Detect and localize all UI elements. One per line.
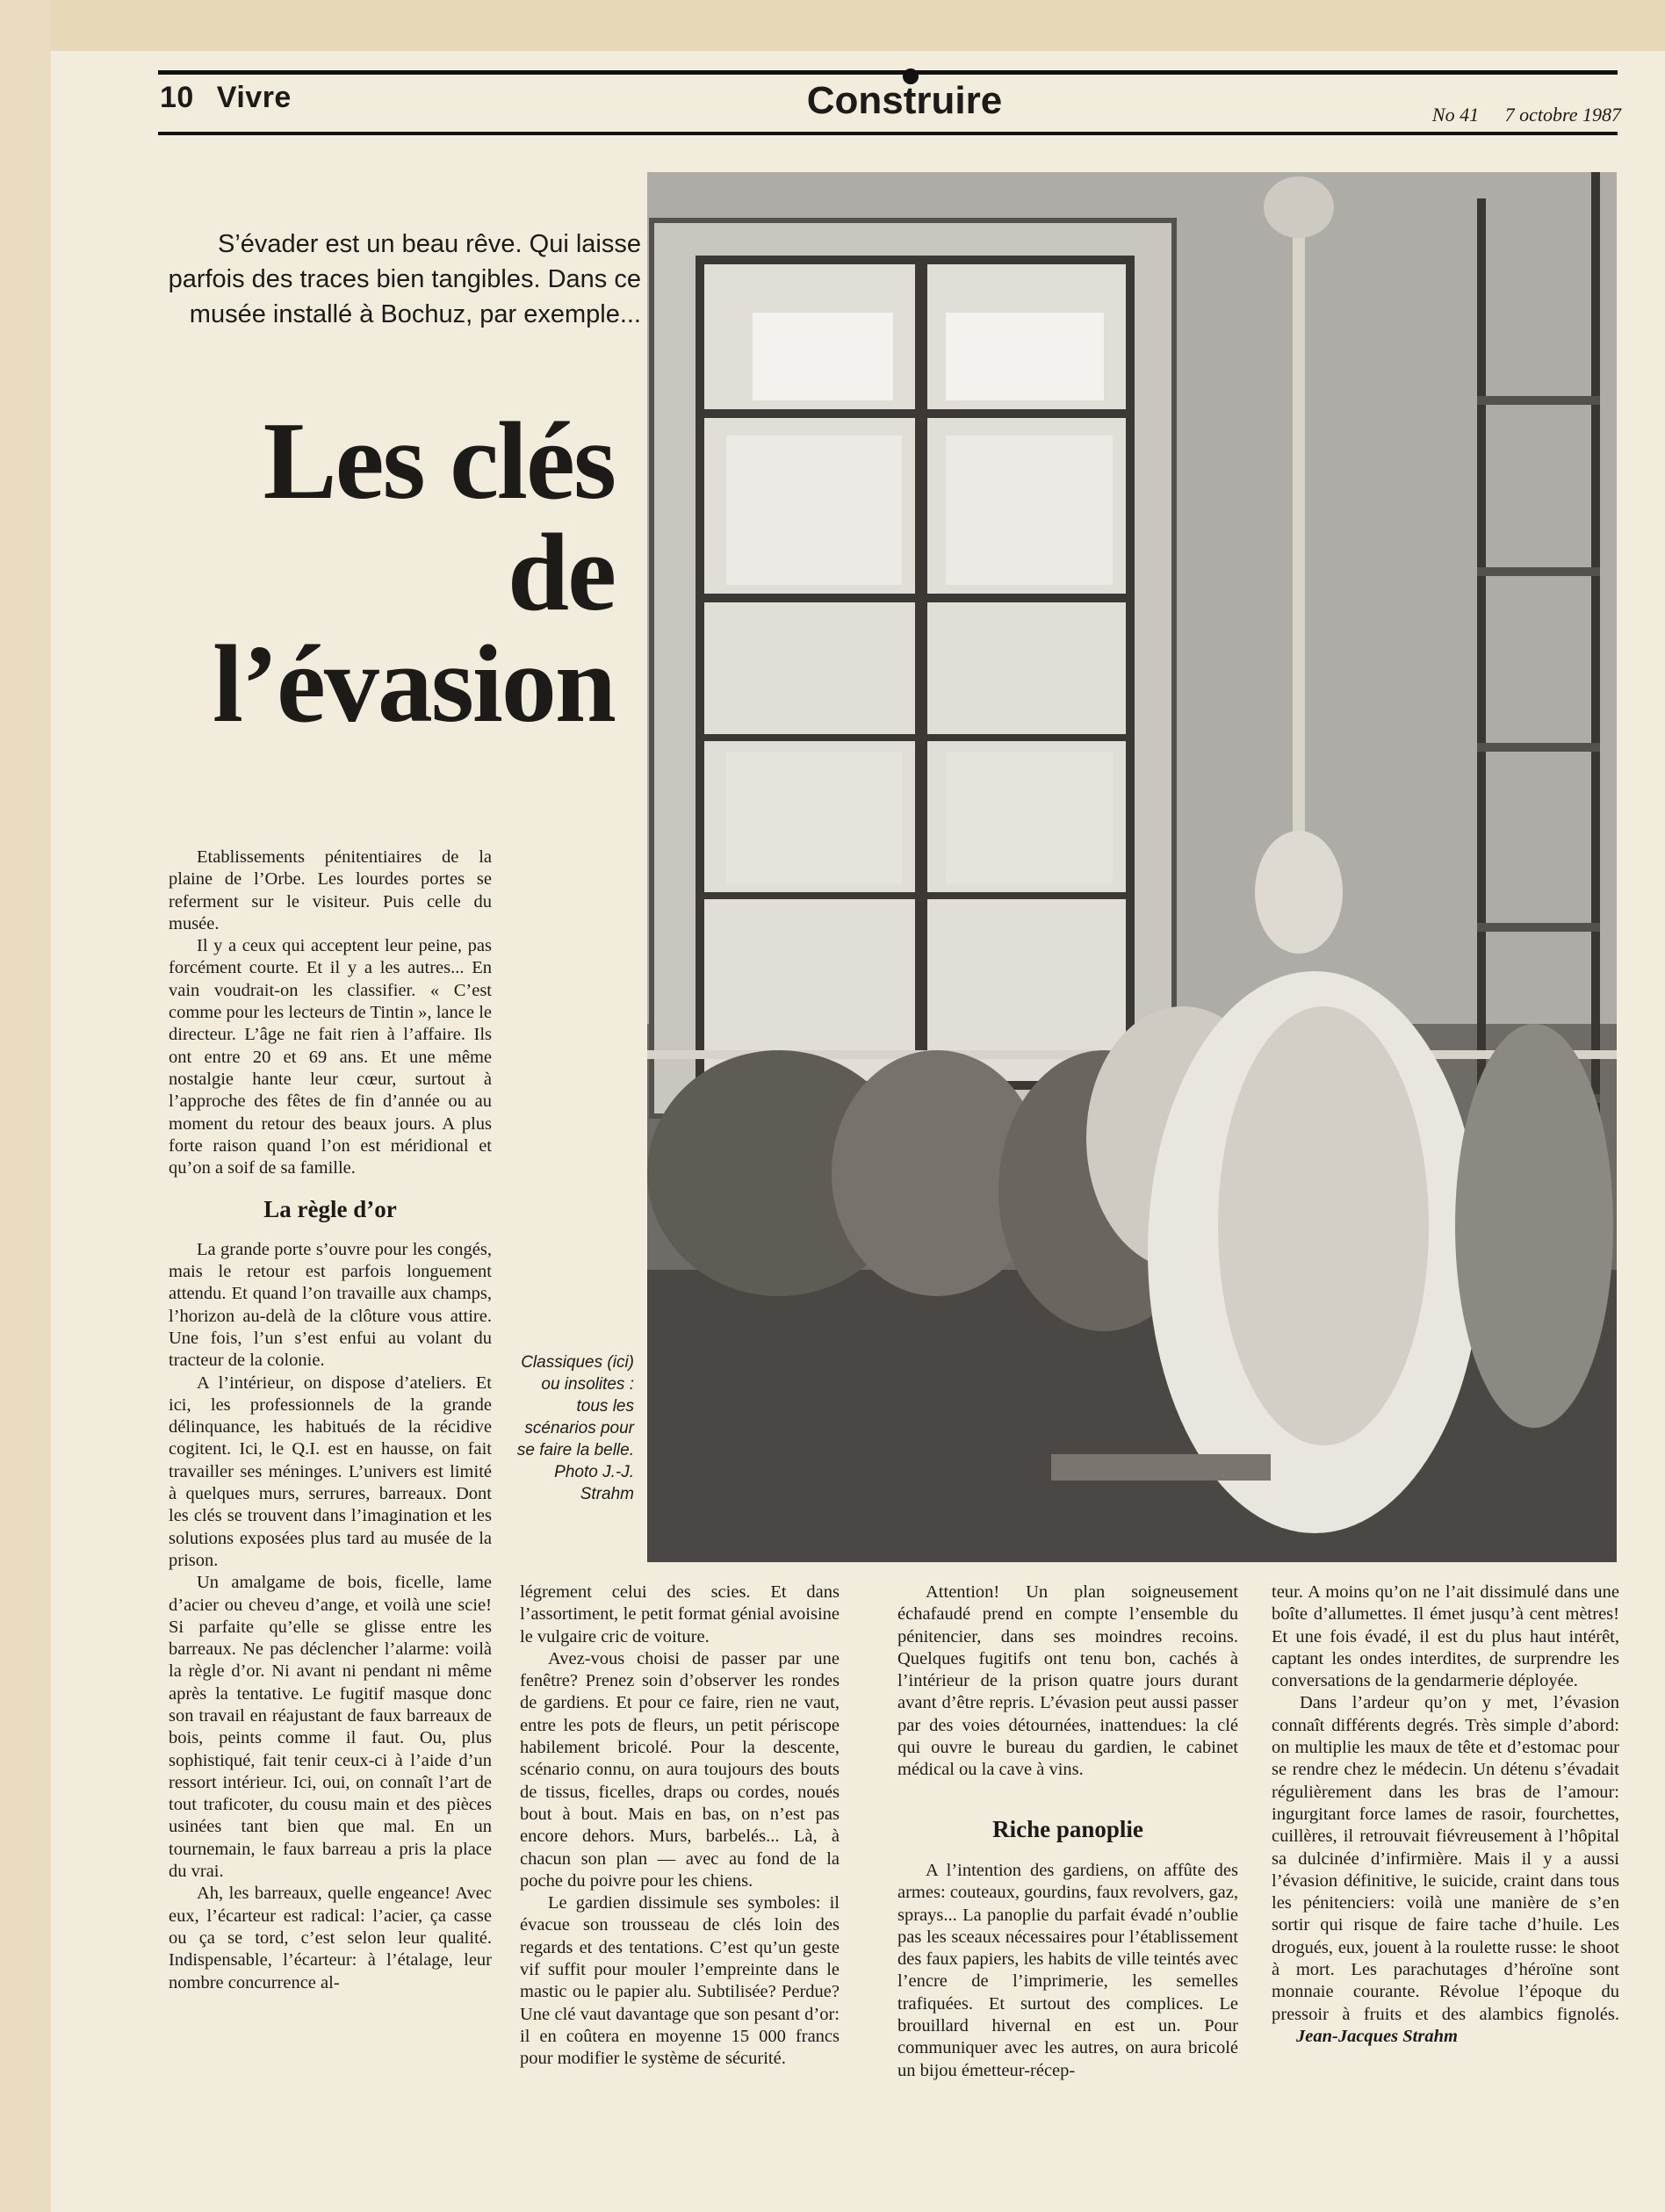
article-column-3 — [897, 1582, 1238, 2082]
page-number: 10 — [160, 81, 194, 114]
subheading-regle-d-or: La règle d’or — [263, 1196, 397, 1223]
tape-strip-top — [0, 0, 1665, 51]
photo-illustration — [647, 172, 1617, 1562]
paragraph: La grande porte s’ouvre pour les congés, mais le retour est parfois longuement attendu. Et quand l’on travaille aux champs, l’horizon au-delà de la clôture vous attire. Une fois, l’un s’est enfui au volant du tracteur de la colonie. — [169, 1239, 492, 1371]
issue-date: 7 octobre 1987 — [1504, 104, 1621, 126]
page-section — [160, 81, 292, 115]
article-column-1 — [169, 847, 492, 1994]
paragraph: légrement celui des scies. Et dans l’assortiment, le petit format génial avoisine le vulgaire cric de voiture. — [520, 1582, 840, 1646]
article-intro: S’évader est un beau rêve. Qui laisse parfois des traces bien tangibles. Dans ce musée installé à Bochuz, par exemple... — [168, 230, 641, 328]
paragraph: Le gardien dissimule ses symboles: il évacue son trousseau de clés loin des regards et des tentations. C’est qu’un geste vif suffit pour mouler l’empreinte dans le mastic ou le papier alu. Subtilisée? Perdue? Une clé vaut davantage que son pesant d’or: il en coûtera en moyenne 15 000 francs pour modifier le système de sécurité. — [520, 1893, 840, 2069]
paragraph: A l’intérieur, on dispose d’ateliers. Et ici, les professionnels de la grande délinquance, les habitués de la récidive cogitent. Ici, le Q.I. est en hausse, on fait travailler ses méninges. L’univers est limité à quelques murs, serrures, barreaux. Dont les clés se trouvent dans l’imagination et les solutions exposées plus tard au musée de la prison. — [169, 1373, 492, 1570]
magazine-name: Construire — [806, 79, 1003, 122]
issue-number: No 41 — [1431, 104, 1480, 126]
issue-info — [1411, 104, 1621, 126]
subheading-riche-panoplie: Riche panoplie — [992, 1815, 1143, 1842]
paragraph: Il y a ceux qui acceptent leur peine, pas forcément courte. Et il y a les autres... En vain voudrait-on les classifier. « C’est comme pour les lecteurs de Tintin », lance le directeur. L’âge ne fait rien à l’affaire. Ils ont entre 20 et 69 ans. Et une même nostalgie hante leur cœur, surtout à l’approche des fêtes de fin d’année ou au moment du retour des beaux jours. A plus forte raison quand l’on est méridional et qu’on a soif de sa famille. — [169, 936, 492, 1178]
author-signature: Jean-Jacques Strahm — [1296, 2026, 1458, 2046]
header-bottom-rule — [158, 132, 1618, 135]
tape-strip-left — [0, 0, 51, 2212]
article-column-4 — [1272, 1582, 1619, 2048]
paragraph: Un amalgame de bois, ficelle, lame d’acier ou cheveu d’ange, et voilà une scie! Si parfaite qu’elle se glisse entre les barreaux. Ne pas déclencher l’alarme: voilà la règle d’or. Ni avant ni pendant ni même après la tentative. Le fugitif masque donc son travail en réajustant de faux barreaux de bois, peints comme il faut. Ou, plus sophistiqué, fait tenir ceux-ci à l’aide d’un ressort intérieur. Ici, oui, on connaît l’art de tout traficoter, du cousu main et des pièces usinées tant bien que mal. En un tournemain, le faux barreau a pris la place du vrai. — [169, 1573, 492, 1882]
article-title — [167, 400, 615, 746]
title-line-2: de — [508, 512, 615, 634]
paragraph — [1272, 1692, 1619, 2048]
header-top-rule — [158, 70, 1618, 75]
paragraph: Etablissements pénitentiaires de la plaine de l’Orbe. Les lourdes portes se referment sur le visiteur. Puis celle du musée. — [169, 847, 492, 933]
title-line-1: Les clés — [263, 400, 615, 522]
paragraph: A l’intention des gardiens, on affûte des armes: couteaux, gourdins, faux revolvers, gaz, sprays... La panoplie du parfait évadé n’oublie pas les sceaux nécessaires pour l’établissement des faux papiers, les habits de ville teintés avec l’encre de l’imprimerie, les semelles trafiquées. Et surtout des complices. Le brouillard hivernal en est un. Pour communiquer avec les autres, on aura bricolé un bijou émetteur-récep- — [897, 1860, 1238, 2080]
photo-caption: Classiques (ici) ou insolites : tous les scénarios pour se faire la belle. Photo J.-J. Strahm — [516, 1353, 634, 1503]
paragraph-text: Dans l’ardeur qu’on y met, l’évasion connaît différents degrés. Très simple d’abord: on multiplie les maux de tête et d’estomac pour se rendre chez le médecin. Un détenu s’évadait régulièrement dans les bras de l’amour: ingurgitant force lames de rasoir, fourchettes, cuillères, il retrouvait fiévreusement à l’hôpital sa dulcinée d’infirmière. Mais il y a aussi l’évasion définitive, le suicide, craint dans tous les pénitenciers: voilà une manière de s’en sortir qui risque de faire tache d’huile. Les drogués, eux, jouent à la roulette russe: le shoot à mort. Les parachutages d’héroïne sont monnaie courante. Révolue l’époque du pressoir à fruits et des alambics fignolés. — [1272, 1693, 1619, 2024]
museum-photo — [647, 172, 1617, 1562]
paragraph: Ah, les barreaux, quelle engeance! Avec eux, l’écarteur est radical: l’acier, ça casse ou ça se tord, c’est selon leur qualité. Indispensable, l’écarteur: à l’étalage, leur nombre concurrence al- — [169, 1884, 492, 1992]
paragraph: teur. A moins qu’on ne l’ait dissimulé dans une boîte d’allumettes. Il émet jusqu’à cent mètres! Et une fois évadé, il est du plus haut intérêt, captant les ondes interdites, de surprendre les conversations de la gendarmerie déployée. — [1272, 1582, 1619, 1691]
article-column-2 — [520, 1582, 840, 2071]
paragraph: Avez-vous choisi de passer par une fenêtre? Prenez soin d’observer les rondes de gardiens. Et pour ce faire, rien ne vaut, entre les pots de fleurs, un petit périscope habilement bricolé. Pour la descente, scénario connu, on aura toujours des bouts de tissus, ficelles, draps ou cordes, noués bout à bout. Mais en bas, on n’est pas encore dehors. Murs, barbelés... Là, à chacun son plan — avec au fond de la poche du poivre pour les chiens. — [520, 1648, 840, 1891]
title-line-3: l’évasion — [212, 623, 615, 746]
paragraph: Attention! Un plan soigneusement échafaudé prend en compte l’ensemble du pénitencier, dans ses moindres recoins. Quelques fugitifs ont tenu bon, cachés à l’intérieur de la prison quatre jours durant avant d’être repris. L’évasion peut aussi passer par des voies détournées, inattendues: la clé qui ouvre le bureau du gardien, le cabinet médical ou la cave à vins. — [897, 1582, 1238, 1780]
section-name: Vivre — [216, 81, 292, 114]
